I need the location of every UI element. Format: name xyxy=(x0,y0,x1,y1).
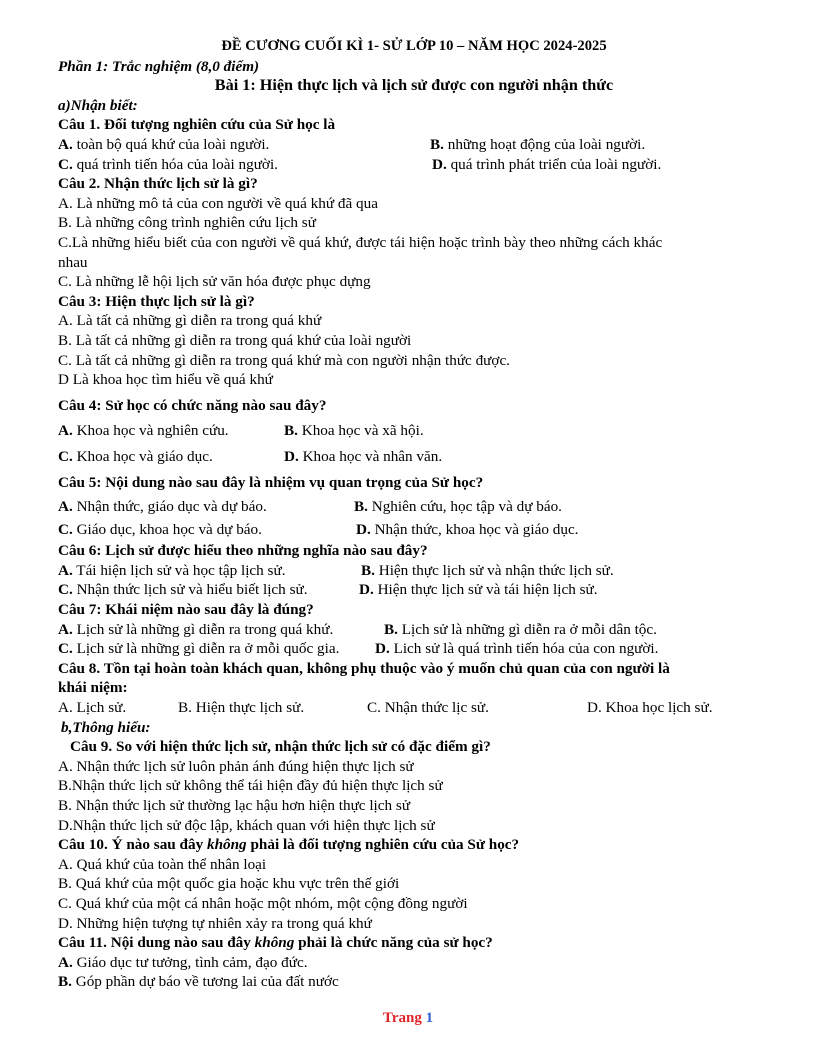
option-c: C. Nhận thức lịc sử. xyxy=(367,699,489,716)
option-a: A. Tái hiện lịch sử và học tập lịch sử. xyxy=(58,561,286,579)
question-4-options-row-2 xyxy=(58,447,770,467)
option-c: C.Là những hiểu biết của con người về quá khứ, được tái hiện hoặc trình bày theo những cách khác xyxy=(58,233,663,251)
option-c: C. Quá khứ của một cá nhân hoặc một nhóm, một cộng đồng người xyxy=(58,894,468,912)
document-page xyxy=(58,37,770,992)
option-b: B. Là những công trình nghiên cứu lịch sử xyxy=(58,214,316,232)
option-d: D Là khoa học tìm hiểu về quá khứ xyxy=(58,371,273,389)
option-d: D. Khoa học lịch sử. xyxy=(587,699,713,716)
option-a: A. Khoa học và nghiên cứu. xyxy=(58,422,229,440)
option-b: B. những hoạt động của loài người. xyxy=(430,135,646,153)
option-d: D. Khoa học và nhân văn. xyxy=(284,447,443,465)
question-5-options-row-2 xyxy=(58,520,770,540)
option-c: C. quá trình tiến hóa của loài người. xyxy=(58,155,278,173)
option-a: A. Lịch sử. xyxy=(58,699,127,716)
option-d: D. Hiện thực lịch sử và tái hiện lịch sử. xyxy=(359,581,598,599)
lesson-heading: Bài 1: Hiện thực lịch và lịch sử được con người nhận thức xyxy=(214,76,614,95)
option-c: C. Nhận thức lịch sử và hiểu biết lịch sử. xyxy=(58,581,308,599)
option-a: A. Giáo dục tư tưởng, tình cảm, đạo đức. xyxy=(58,953,308,971)
option-b: B. Lịch sử là những gì diễn ra ở mỗi dân tộc. xyxy=(384,620,657,638)
option-a: A. Là những mô tả của con người về quá khứ đã qua xyxy=(58,194,378,212)
question-5-options-row-1 xyxy=(58,497,770,517)
question-4-options-row-1 xyxy=(58,421,770,441)
question-6-options-row-1 xyxy=(58,561,770,581)
question-6: Câu 6: Lịch sử được hiểu theo những nghĩa nào sau đây? xyxy=(58,542,428,560)
question-10: Câu 10. Ý nào sau đây không phải là đối tượng nghiên cứu của Sử học? xyxy=(58,836,520,854)
option-c: C. Lịch sử là những gì diễn ra ở mỗi quốc gia. xyxy=(58,640,340,658)
question-1-options-row-1 xyxy=(58,135,770,155)
option-c: C. Khoa học và giáo dục. xyxy=(58,447,213,465)
page-number: 1 xyxy=(425,1010,434,1026)
option-d: D. Lich sử là quá trình tiến hóa của con người. xyxy=(375,640,659,658)
page-footer xyxy=(0,1010,816,1027)
question-8-continued: khái niệm: xyxy=(58,679,128,697)
option-b: B. Là tất cả những gì diễn ra trong quá khứ của loài người xyxy=(58,331,412,349)
option-d: D. quá trình phát triển của loài người. xyxy=(432,155,662,173)
option-b: B. Quá khứ của một quốc gia hoặc khu vực trên thế giới xyxy=(58,875,400,893)
section-heading-recognition: a)Nhận biết: xyxy=(58,96,138,114)
question-1: Câu 1. Đối tượng nghiên cứu của Sử học là xyxy=(58,116,336,134)
option-d: C. Là những lễ hội lịch sử văn hóa được phục dựng xyxy=(58,273,371,291)
emphasis-text: không xyxy=(254,934,295,952)
question-8: Câu 8. Tồn tại hoàn toàn khách quan, không phụ thuộc vào ý muốn chủ quan của con người là xyxy=(58,659,670,677)
question-5: Câu 5: Nội dung nào sau đây là nhiệm vụ quan trọng của Sử học? xyxy=(58,474,484,492)
option-b: B. Góp phần dự báo về tương lai của đất nước xyxy=(58,973,339,991)
question-1-options-row-2 xyxy=(58,155,770,175)
question-4: Câu 4: Sử học có chức năng nào sau đây? xyxy=(58,396,327,414)
emphasis-text: không xyxy=(206,836,247,854)
document-title: ĐỀ CƯƠNG CUỐI KÌ 1- SỬ LỚP 10 – NĂM HỌC 2024-2025 xyxy=(221,38,607,54)
question-3: Câu 3: Hiện thực lịch sử là gì? xyxy=(58,292,255,310)
option-c-continued: nhau xyxy=(58,253,88,271)
option-b: B.Nhận thức lịch sử không thể tái hiện đầy đủ hiện thực lịch sử xyxy=(58,777,443,795)
option-b: B. Hiện thực lịch sử và nhận thức lịch sử. xyxy=(361,561,614,579)
option-a: A. Lịch sử là những gì diễn ra trong quá khứ. xyxy=(58,620,334,638)
option-b: B. Nghiên cứu, học tập và dự báo. xyxy=(354,498,562,516)
question-6-options-row-2 xyxy=(58,580,770,600)
option-c: C. Là tất cả những gì diễn ra trong quá khứ mà con người nhận thức được. xyxy=(58,351,510,369)
option-a: A. Nhận thức lịch sử luôn phản ánh đúng hiện thực lịch sử xyxy=(58,757,414,775)
question-8-options xyxy=(58,698,770,718)
page-label: Trang xyxy=(382,1010,426,1026)
option-a: A. toàn bộ quá khứ của loài người. xyxy=(58,135,270,153)
option-c: C. Giáo dục, khoa học và dự báo. xyxy=(58,520,262,538)
question-7-options-row-1 xyxy=(58,620,770,640)
option-d: D. Nhận thức, khoa học và giáo dục. xyxy=(356,520,579,538)
part-heading: Phần 1: Trắc nghiệm (8,0 điểm) xyxy=(58,57,260,75)
option-d: D. Những hiện tượng tự nhiên xảy ra trong quá khứ xyxy=(58,914,372,932)
option-a: A. Quá khứ của toàn thể nhân loại xyxy=(58,855,267,873)
option-b: B. Khoa học và xã hội. xyxy=(284,422,424,440)
option-a: A. Nhận thức, giáo dục và dự báo. xyxy=(58,498,267,516)
question-2: Câu 2. Nhận thức lịch sử là gì? xyxy=(58,175,258,193)
question-11: Câu 11. Nội dung nào sau đây không phải là chức năng của sử học? xyxy=(58,934,493,952)
question-9: Câu 9. So với hiện thức lịch sử, nhận thức lịch sử có đặc điểm gì? xyxy=(70,738,491,756)
option-b: B. Hiện thực lịch sử. xyxy=(178,699,305,716)
question-7: Câu 7: Khái niệm nào sau đây là đúng? xyxy=(58,601,314,619)
option-d: D.Nhận thức lịch sử độc lập, khách quan với hiện thực lịch sử xyxy=(58,816,435,834)
section-heading-comprehension: b,Thông hiểu: xyxy=(61,718,151,736)
option-a: A. Là tất cả những gì diễn ra trong quá khứ xyxy=(58,312,322,330)
question-7-options-row-2 xyxy=(58,639,770,659)
option-c: B. Nhận thức lịch sử thường lạc hậu hơn hiện thực lịch sử xyxy=(58,796,411,814)
